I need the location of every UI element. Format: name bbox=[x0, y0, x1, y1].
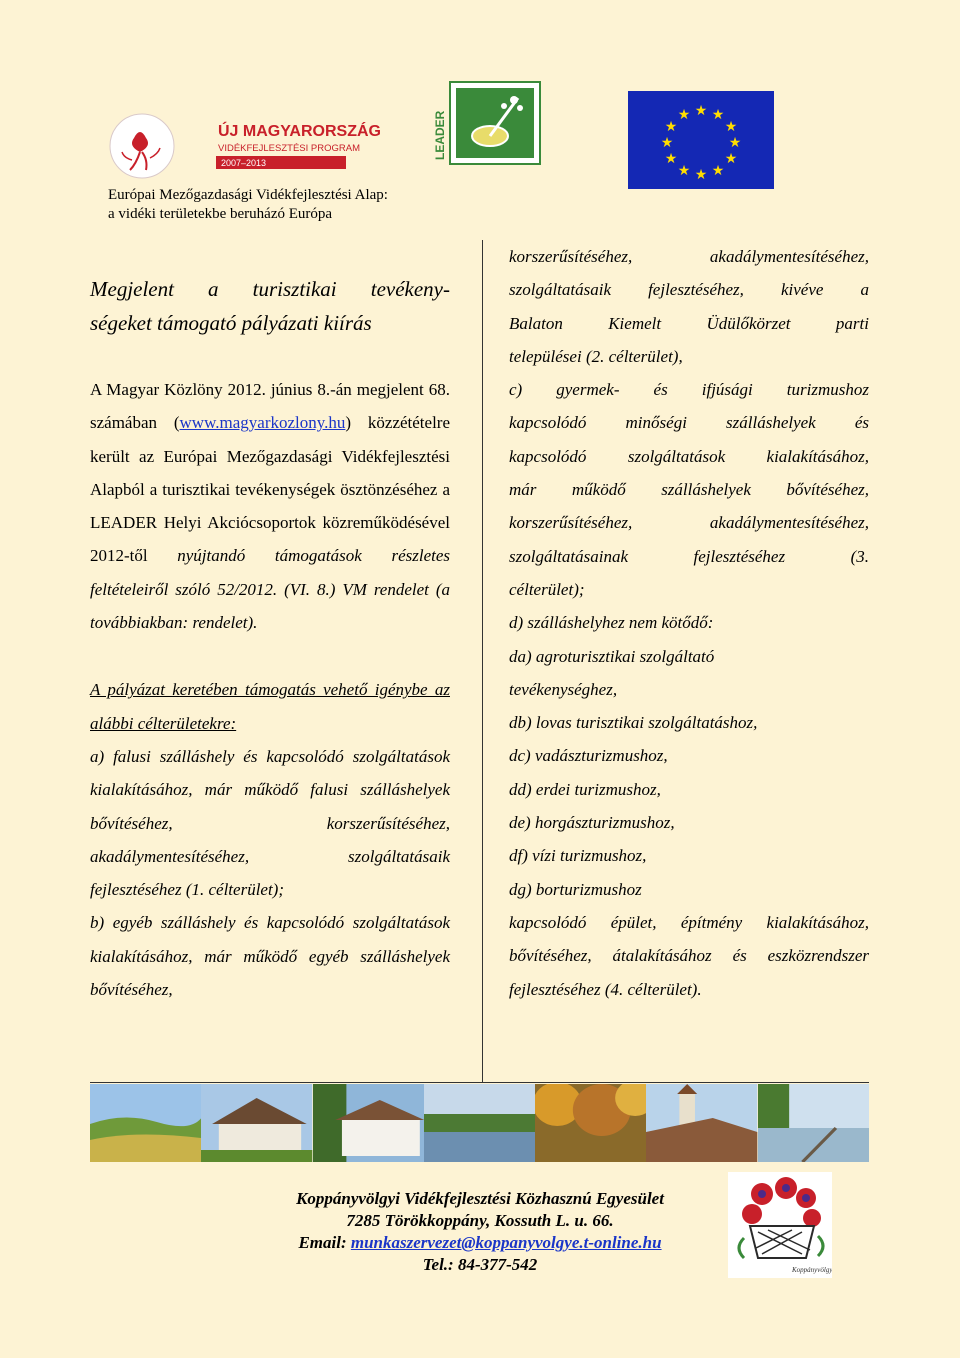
leader-logo bbox=[430, 80, 542, 166]
right-line: célterület); bbox=[509, 579, 585, 599]
eafrd-line-1: Európai Mezőgazdasági Vidékfejlesztési Alap: bbox=[108, 187, 388, 203]
right-column bbox=[509, 240, 869, 1006]
photo-lake bbox=[424, 1084, 535, 1162]
footer-org: Koppányvölgyi Vidékfejlesztési Közhasznú Egyesület bbox=[296, 1189, 664, 1208]
right-line: szolgáltatásaik fejlesztéséhez, kivéve a bbox=[509, 280, 869, 300]
left-column bbox=[90, 272, 450, 1006]
svg-text:★: ★ bbox=[694, 167, 708, 183]
right-line: de) horgászturizmushoz, bbox=[509, 813, 675, 833]
right-line: kapcsolódó épület, építmény kialakításához, bbox=[509, 912, 869, 932]
koppanyvolgy-logo-caption: Koppányvölgy bbox=[792, 1266, 832, 1274]
photo-white-house bbox=[313, 1084, 424, 1162]
target-item-a: a) falusi szálláshely és kapcsolódó szolgáltatások kialakításához, már működő falusi szálláshelyek bővítéséhez, korszerűsítéséhez, akadálymentesítéséhez, szolgáltatásaik fejlesztéséhez (1. célterület); bbox=[90, 746, 450, 900]
photo-farmhouse bbox=[201, 1084, 312, 1162]
footer-email-link[interactable]: munkaszervezet@koppanyvolgye.t-online.hu bbox=[350, 1233, 662, 1252]
intro-text-3: nyújtandó támogatások részletes feltételeiről szóló 52/2012. (VI. 8.) VM rendelet (a továbbiakban: rendelet). bbox=[90, 546, 450, 633]
uj-magyarorszag-logo bbox=[108, 108, 386, 184]
svg-text:★: ★ bbox=[694, 103, 708, 119]
photo-pier bbox=[758, 1084, 869, 1162]
footer-address: 7285 Törökkoppány, Kossuth L. u. 66. bbox=[346, 1211, 614, 1230]
right-line: fejlesztéséhez (4. célterület). bbox=[509, 979, 702, 999]
svg-text:★: ★ bbox=[664, 119, 678, 135]
footer-email-line bbox=[200, 1232, 760, 1254]
column-divider bbox=[482, 240, 483, 1082]
footer-divider bbox=[90, 1082, 869, 1083]
photo-church bbox=[646, 1084, 757, 1162]
right-line: dg) borturizmushoz bbox=[509, 879, 642, 899]
eafrd-caption bbox=[108, 186, 468, 224]
right-line: db) lovas turisztikai szolgáltatáshoz, bbox=[509, 713, 758, 733]
right-line: kapcsolódó szolgáltatások kialakításához, bbox=[509, 446, 869, 466]
right-line: dc) vadászturizmushoz, bbox=[509, 746, 668, 766]
right-line: bővítéséhez, átalakításához és eszközrendszer bbox=[509, 946, 869, 966]
right-line: korszerűsítéséhez, akadálymentesítéséhez, bbox=[509, 513, 869, 533]
photo-autumn-forest bbox=[535, 1084, 646, 1162]
target-item-b: b) egyéb szálláshely és kapcsolódó szolgáltatások kialakításához, már működő egyéb szálláshelyek bővítéséhez, bbox=[90, 913, 450, 1000]
svg-text:★: ★ bbox=[677, 163, 691, 179]
svg-text:★: ★ bbox=[724, 119, 738, 135]
svg-text:★: ★ bbox=[724, 151, 738, 167]
right-line: da) agroturisztikai szolgáltató bbox=[509, 646, 715, 666]
koppanyvolgy-logo bbox=[728, 1172, 832, 1278]
right-line: dd) erdei turizmushoz, bbox=[509, 779, 661, 799]
right-line: korszerűsítéséhez, akadálymentesítéséhez, bbox=[509, 247, 869, 266]
svg-text:★: ★ bbox=[711, 107, 725, 123]
umvp-logo-line2: VIDÉKFEJLESZTÉSI PROGRAM bbox=[218, 143, 360, 154]
svg-text:★: ★ bbox=[728, 135, 742, 151]
right-line: d) szálláshelyhez nem kötődő: bbox=[509, 613, 714, 633]
eu-flag bbox=[628, 91, 774, 189]
footer-contact bbox=[200, 1188, 760, 1276]
intro-paragraph bbox=[90, 373, 450, 639]
footer-email-label: Email: bbox=[298, 1233, 351, 1252]
photo-strip bbox=[90, 1084, 869, 1162]
photo-hills bbox=[90, 1084, 201, 1162]
svg-text:★: ★ bbox=[711, 163, 725, 179]
umvp-logo-line3: 2007–2013 bbox=[221, 158, 267, 168]
right-line: df) vízi turizmushoz, bbox=[509, 846, 647, 866]
intro-text-1: A Magyar Közlöny 2012. június 8.-án megjelent 68. számában ( bbox=[90, 380, 450, 433]
svg-text:★: ★ bbox=[664, 151, 678, 167]
magyarkozlony-link[interactable]: www.magyarkozlony.hu bbox=[179, 413, 346, 433]
targets-heading: A pályázat keretében támogatás vehető igénybe az alábbi célterületekre: bbox=[90, 680, 450, 733]
right-line: szolgáltatásainak fejlesztéséhez (3. bbox=[509, 546, 869, 566]
right-line: Balaton Kiemelt Üdülőkörzet parti bbox=[509, 313, 869, 333]
svg-text:★: ★ bbox=[660, 135, 674, 151]
right-line: kapcsolódó minőségi szálláshelyek és bbox=[509, 413, 869, 433]
right-line: települései (2. célterület), bbox=[509, 346, 683, 366]
article-title-line-2: ségeket támogató pályázati kiírás bbox=[90, 311, 372, 335]
svg-text:★: ★ bbox=[677, 107, 691, 123]
right-line: már működő szálláshelyek bővítéséhez, bbox=[509, 480, 869, 500]
umvp-logo-line1: ÚJ MAGYARORSZÁG bbox=[218, 123, 381, 140]
right-line: c) gyermek- és ifjúsági turizmushoz bbox=[509, 380, 869, 400]
eafrd-line-2: a vidéki területekbe beruházó Európa bbox=[108, 206, 333, 222]
right-line: tevékenységhez, bbox=[509, 679, 618, 699]
article-title-line-1: Megjelent a turisztikai tevékeny- bbox=[90, 277, 450, 301]
footer-phone: Tel.: 84-377-542 bbox=[422, 1255, 538, 1274]
intro-text-2: ) közzétételre került az Európai Mezőgazdasági Vidékfejlesztési Alapból a turisztikai tevékenységek ösztönzéséhez a LEADER Helyi Akciócsoportok közreműködésével 2012-től bbox=[90, 413, 451, 566]
leader-logo-text: LEADER bbox=[433, 110, 447, 160]
